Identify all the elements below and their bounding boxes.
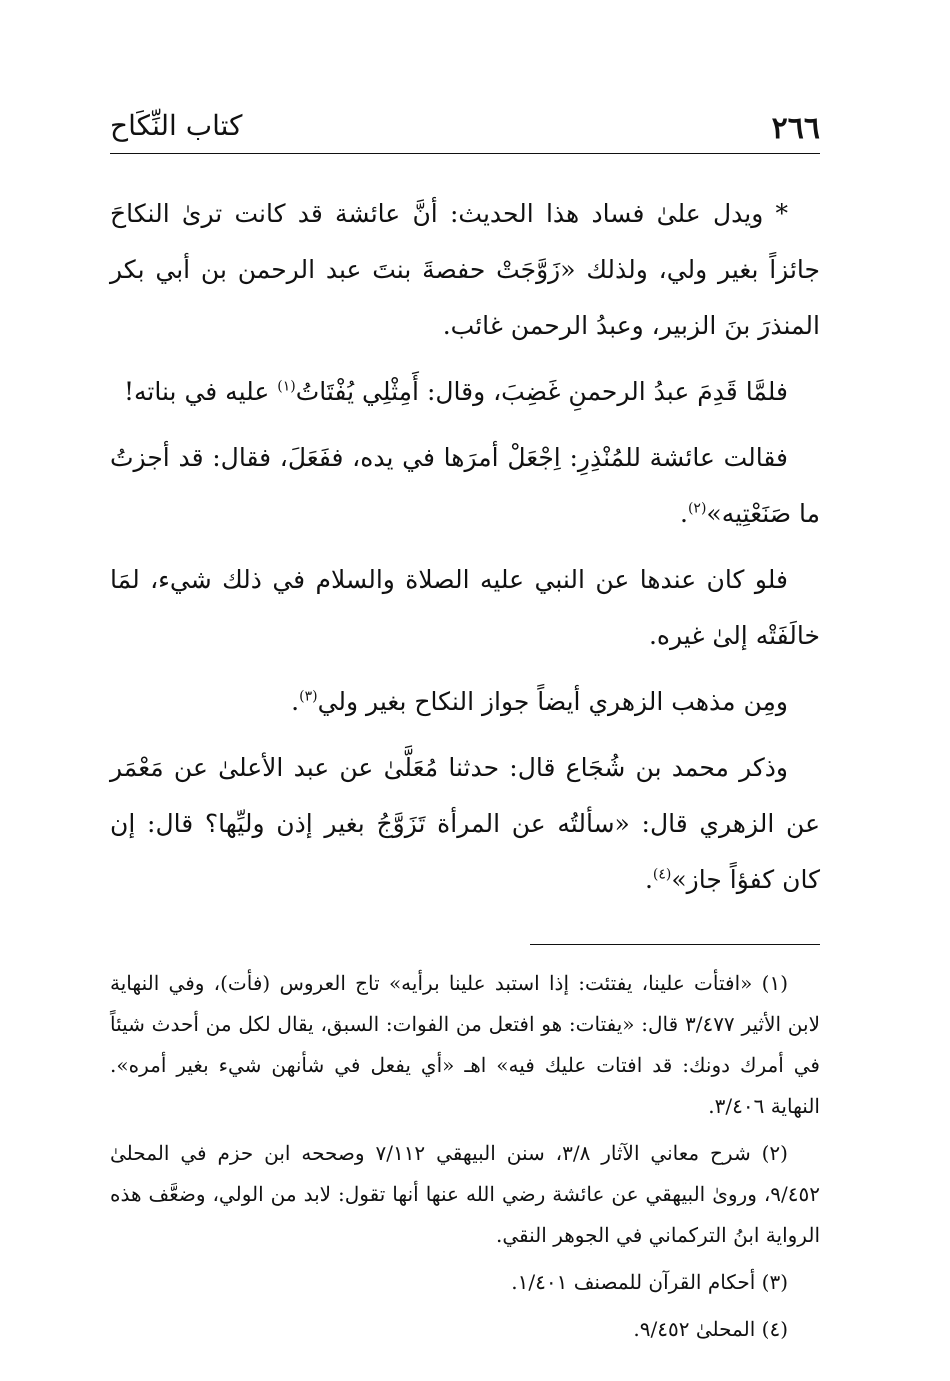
page-number: ٢٦٦ [771,111,820,146]
paragraph: فقالت عائشة للمُنْذِرِ: اِجْعَلْ أمرَها في يده، ففَعَلَ، فقال: قد أجزتُ ما صَنَعْتِيه»$^{(٢)}$. [110,443,820,528]
paragraph: فلو كان عندها عن النبي عليه الصلاة والسلام في ذلك شيء، لمَا خالَفَتْه إلىٰ غيره. [110,565,820,650]
footnote-divider [530,944,820,945]
main-text [110,186,820,908]
footnote: (١) «افتأت علينا، يفتئت: إذا استبد علينا برأيه» تاج العروس (فأت)، وفي النهاية لابن الأثير ٣/٤٧٧ قال: «يفتات: هو افتعل من الفوات: السبق، يقال لكل من أحدث شيئاً في أمرك دونك: قد افتات عليك فيه» اهـ «أي يفعل في شأنهن شيء بغير أمره». النهاية ٣/٤٠٦. [110,971,820,1118]
paragraph: * ويدل علىٰ فساد هذا الحديث: أنَّ عائشة قد كانت ترىٰ النكاحَ جائزاً بغير ولي، ولذلك «زَوَّجَتْ حفصةَ بنتَ عبد الرحمن بن أبي بكر المنذرَ بنَ الزبير، وعبدُ الرحمن غائب. [110,199,820,340]
document-page [110,105,820,1356]
page-header [110,105,820,154]
paragraph: وذكر محمد بن شُجَاع قال: حدثنا مُعَلَّىٰ عن عبد الأعلىٰ عن مَعْمَر عن الزهري قال: «سألتُه عن المرأة تَزَوَّجُ بغير إذن وليِّها؟ قال: إن كان كفؤاً جاز»$^{(٤)}$. [110,753,820,894]
footnote: (٤) المحلىٰ ٩/٤٥٢. [633,1317,788,1341]
paragraph: ومِن مذهب الزهري أيضاً جواز النكاح بغير ولي$^{(٣)}$. [291,687,788,716]
footnote: (٢) شرح معاني الآثار ٣/٨، سنن البيهقي ٧/١١٢ وصححه ابن حزم في المحلىٰ ٩/٤٥٢، وروىٰ البيهقي عن عائشة رضي الله عنها أنها تقول: لابد من الولي، وضعَّف هذه الرواية ابنُ التركماني في الجوهر النقي. [110,1141,820,1247]
footnote-marker[interactable]: (٣) [299,688,318,705]
footnote: (٣) أحكام القرآن للمصنف ١/٤٠١. [511,1270,788,1294]
footnotes [110,963,820,1350]
book-title: كتاب النِّكَاح [110,109,243,142]
footnote-marker[interactable]: (٢) [687,500,707,517]
footnote-marker[interactable]: (١) [277,378,296,395]
paragraph: فلمَّا قَدِمَ عبدُ الرحمنِ غَضِبَ، وقال: أَمِثْلِي يُفْتَاتُ$^{(١)}$ عليه في بناته! [123,377,788,406]
footnote-marker[interactable]: (٤) [652,866,672,883]
